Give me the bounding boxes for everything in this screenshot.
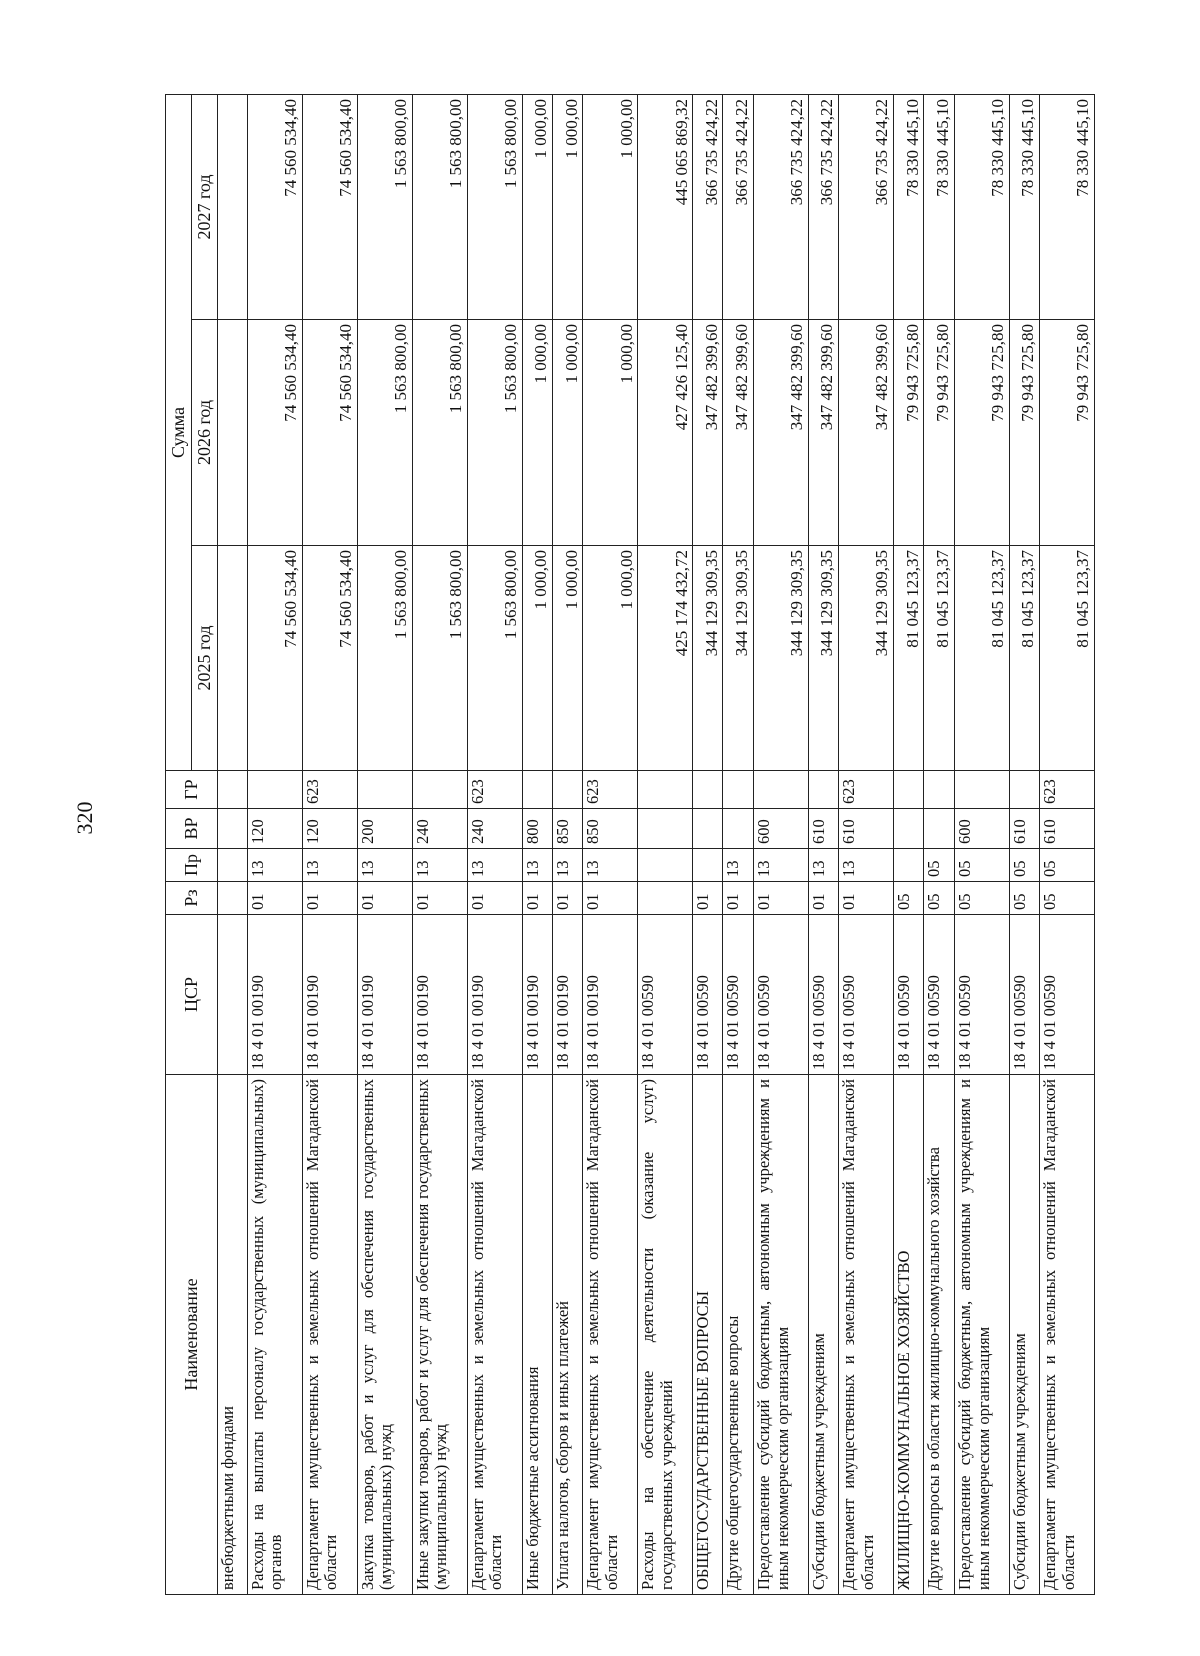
cell-2025 (218, 546, 248, 771)
cell-rz: 01 (839, 882, 894, 915)
cell-rz: 01 (552, 882, 582, 915)
cell-name: Закупка товаров, работ и услуг для обеспечения государственных (муниципальных) нужд (357, 1075, 412, 1595)
cell-2027: 74 560 534,40 (302, 94, 357, 319)
cell-rz: 01 (302, 882, 357, 915)
cell-vr (218, 809, 248, 849)
cell-csr: 18 4 01 00190 (522, 915, 552, 1075)
table-row (1039, 94, 1094, 1594)
cell-2026: 1 563 800,00 (467, 320, 522, 546)
cell-pr: 13 (808, 849, 838, 882)
cell-rz: 05 (954, 882, 1009, 915)
cell-2027: 74 560 534,40 (247, 94, 302, 319)
table-row (723, 94, 753, 1594)
cell-csr: 18 4 01 00590 (894, 915, 924, 1075)
cell-pr (638, 849, 693, 882)
cell-gr (1009, 771, 1039, 809)
table-row (924, 94, 954, 1594)
cell-name: Иные бюджетные ассигнования (522, 1075, 552, 1595)
cell-rz: 01 (412, 882, 467, 915)
cell-pr: 05 (954, 849, 1009, 882)
table-row (218, 94, 248, 1594)
cell-rz: 01 (357, 882, 412, 915)
cell-pr: 05 (1009, 849, 1039, 882)
cell-rz: 05 (1009, 882, 1039, 915)
table-row (1009, 94, 1039, 1594)
cell-2026: 1 000,00 (552, 320, 582, 546)
cell-2026: 1 000,00 (583, 320, 638, 546)
cell-name: Уплата налогов, сборов и иных платежей (552, 1075, 582, 1595)
cell-2025: 344 129 309,35 (693, 546, 723, 771)
cell-2026: 347 482 399,60 (808, 320, 838, 546)
cell-rz: 01 (522, 882, 552, 915)
cell-pr (894, 849, 924, 882)
cell-vr: 610 (839, 809, 894, 849)
cell-2027: 78 330 445,10 (1009, 94, 1039, 319)
cell-2025: 425 174 432,72 (638, 546, 693, 771)
cell-2026 (218, 320, 248, 546)
cell-rz: 05 (924, 882, 954, 915)
cell-2027: 1 563 800,00 (467, 94, 522, 319)
cell-name: ОБЩЕГОСУДАРСТВЕННЫЕ ВОПРОСЫ (693, 1075, 723, 1595)
cell-name: Департамент имущественных и земельных отношений Магаданской области (839, 1075, 894, 1595)
cell-gr (954, 771, 1009, 809)
cell-2025: 1 563 800,00 (357, 546, 412, 771)
cell-gr (522, 771, 552, 809)
cell-name: Другие вопросы в области жилищно-коммунального хозяйства (924, 1075, 954, 1595)
cell-2027: 1 563 800,00 (412, 94, 467, 319)
cell-vr: 850 (552, 809, 582, 849)
cell-pr: 05 (1039, 849, 1094, 882)
cell-2025: 344 129 309,35 (839, 546, 894, 771)
cell-2026: 79 943 725,80 (1039, 320, 1094, 546)
cell-2027: 1 000,00 (522, 94, 552, 319)
cell-2025: 1 563 800,00 (467, 546, 522, 771)
cell-gr (693, 771, 723, 809)
cell-rz (218, 882, 248, 915)
cell-pr: 13 (723, 849, 753, 882)
cell-rz: 01 (808, 882, 838, 915)
cell-rz: 01 (753, 882, 808, 915)
cell-vr: 850 (583, 809, 638, 849)
cell-name: Расходы на обеспечение деятельности (оказание услуг) государственных учреждений (638, 1075, 693, 1595)
cell-vr: 120 (247, 809, 302, 849)
table-row (247, 94, 302, 1594)
table-row (693, 94, 723, 1594)
cell-gr (894, 771, 924, 809)
cell-2027: 366 735 424,22 (753, 94, 808, 319)
cell-2025: 74 560 534,40 (302, 546, 357, 771)
cell-2026: 1 563 800,00 (357, 320, 412, 546)
header-pr: Пр (166, 849, 218, 882)
cell-2026: 427 426 125,40 (638, 320, 693, 546)
cell-2025: 1 000,00 (583, 546, 638, 771)
cell-vr: 240 (467, 809, 522, 849)
header-sum: Сумма (166, 94, 192, 770)
cell-name: Расходы на выплаты персоналу государственных (муниципальных) органов (247, 1075, 302, 1595)
cell-gr (753, 771, 808, 809)
cell-pr: 13 (583, 849, 638, 882)
header-2025: 2025 год (192, 546, 218, 771)
cell-csr: 18 4 01 00590 (638, 915, 693, 1075)
cell-2025: 81 045 123,37 (1009, 546, 1039, 771)
cell-csr: 18 4 01 00190 (552, 915, 582, 1075)
cell-vr: 610 (1009, 809, 1039, 849)
page-number: 320 (72, 801, 97, 835)
cell-gr: 623 (839, 771, 894, 809)
cell-2027: 78 330 445,10 (954, 94, 1009, 319)
cell-name: Предоставление субсидий бюджетным, автономным учреждениям и иным некоммерческим организациям (954, 1075, 1009, 1595)
cell-vr: 120 (302, 809, 357, 849)
table-header (166, 94, 218, 1594)
table-body (218, 94, 1095, 1594)
cell-2026: 347 482 399,60 (693, 320, 723, 546)
cell-2027: 1 000,00 (552, 94, 582, 319)
cell-gr: 623 (302, 771, 357, 809)
cell-vr (924, 809, 954, 849)
header-2027: 2027 год (192, 94, 218, 319)
table-row (357, 94, 412, 1594)
table-row (412, 94, 467, 1594)
cell-vr (638, 809, 693, 849)
cell-csr: 18 4 01 00590 (723, 915, 753, 1075)
cell-vr: 800 (522, 809, 552, 849)
table-row (302, 94, 357, 1594)
cell-2026: 347 482 399,60 (753, 320, 808, 546)
cell-2025: 81 045 123,37 (1039, 546, 1094, 771)
cell-csr: 18 4 01 00190 (357, 915, 412, 1075)
cell-2027: 1 000,00 (583, 94, 638, 319)
cell-rz: 01 (693, 882, 723, 915)
cell-2026: 74 560 534,40 (247, 320, 302, 546)
cell-pr: 13 (412, 849, 467, 882)
cell-gr: 623 (467, 771, 522, 809)
cell-csr: 18 4 01 00590 (753, 915, 808, 1075)
cell-pr: 13 (522, 849, 552, 882)
cell-name: Субсидии бюджетным учреждениям (808, 1075, 838, 1595)
cell-vr: 610 (808, 809, 838, 849)
cell-rz (638, 882, 693, 915)
budget-table (165, 94, 1095, 1595)
cell-2025: 81 045 123,37 (924, 546, 954, 771)
cell-pr: 13 (357, 849, 412, 882)
cell-2027: 1 563 800,00 (357, 94, 412, 319)
cell-pr: 13 (302, 849, 357, 882)
cell-csr: 18 4 01 00190 (467, 915, 522, 1075)
cell-rz: 01 (467, 882, 522, 915)
table-row (839, 94, 894, 1594)
cell-name: Департамент имущественных и земельных отношений Магаданской области (467, 1075, 522, 1595)
cell-csr: 18 4 01 00590 (924, 915, 954, 1075)
cell-csr (218, 915, 248, 1075)
cell-2025: 344 129 309,35 (808, 546, 838, 771)
header-name: Наименование (166, 1075, 218, 1595)
cell-2026: 74 560 534,40 (302, 320, 357, 546)
cell-gr (552, 771, 582, 809)
cell-2026: 1 563 800,00 (412, 320, 467, 546)
table-row (808, 94, 838, 1594)
cell-vr (894, 809, 924, 849)
table-row (894, 94, 924, 1594)
cell-csr: 18 4 01 00590 (954, 915, 1009, 1075)
cell-name: Иные закупки товаров, работ и услуг для обеспечения государственных (муниципальных) нужд (412, 1075, 467, 1595)
table-row (954, 94, 1009, 1594)
cell-2025: 1 000,00 (522, 546, 552, 771)
table-row (522, 94, 552, 1594)
cell-name: Другие общегосударственные вопросы (723, 1075, 753, 1595)
cell-2025: 344 129 309,35 (723, 546, 753, 771)
cell-csr: 18 4 01 00590 (1009, 915, 1039, 1075)
cell-2027 (218, 94, 248, 319)
cell-name: Департамент имущественных и земельных отношений Магаданской области (583, 1075, 638, 1595)
cell-csr: 18 4 01 00190 (302, 915, 357, 1075)
cell-pr: 13 (552, 849, 582, 882)
cell-rz: 05 (1039, 882, 1094, 915)
cell-vr (693, 809, 723, 849)
cell-2026: 79 943 725,80 (894, 320, 924, 546)
cell-rz: 01 (583, 882, 638, 915)
cell-csr: 18 4 01 00190 (247, 915, 302, 1075)
cell-gr: 623 (1039, 771, 1094, 809)
header-csr: ЦСР (166, 915, 218, 1075)
cell-vr (723, 809, 753, 849)
cell-csr: 18 4 01 00590 (1039, 915, 1094, 1075)
cell-2027: 445 065 869,32 (638, 94, 693, 319)
table-row (467, 94, 522, 1594)
cell-gr (924, 771, 954, 809)
cell-pr: 13 (753, 849, 808, 882)
table-row (638, 94, 693, 1594)
cell-pr: 13 (247, 849, 302, 882)
cell-gr (723, 771, 753, 809)
cell-name: ЖИЛИЩНО-КОММУНАЛЬНОЕ ХОЗЯЙСТВО (894, 1075, 924, 1595)
cell-2026: 347 482 399,60 (723, 320, 753, 546)
header-2026: 2026 год (192, 320, 218, 546)
cell-2026: 1 000,00 (522, 320, 552, 546)
cell-csr: 18 4 01 00190 (583, 915, 638, 1075)
table-row (552, 94, 582, 1594)
cell-2027: 78 330 445,10 (924, 94, 954, 319)
cell-pr: 05 (924, 849, 954, 882)
header-gr: ГР (166, 771, 218, 809)
cell-csr: 18 4 01 00190 (412, 915, 467, 1075)
header-rz: Рз (166, 882, 218, 915)
cell-2025: 1 563 800,00 (412, 546, 467, 771)
rotated-table-container (165, 95, 1095, 1595)
cell-name: Департамент имущественных и земельных отношений Магаданской области (1039, 1075, 1094, 1595)
cell-csr: 18 4 01 00590 (808, 915, 838, 1075)
cell-gr (638, 771, 693, 809)
cell-name: Департамент имущественных и земельных отношений Магаданской области (302, 1075, 357, 1595)
cell-vr: 600 (954, 809, 1009, 849)
cell-vr: 200 (357, 809, 412, 849)
cell-2027: 78 330 445,10 (1039, 94, 1094, 319)
cell-vr: 610 (1039, 809, 1094, 849)
cell-gr (357, 771, 412, 809)
cell-pr (218, 849, 248, 882)
table-row (753, 94, 808, 1594)
cell-gr (412, 771, 467, 809)
cell-2026: 79 943 725,80 (1009, 320, 1039, 546)
cell-2025: 81 045 123,37 (954, 546, 1009, 771)
cell-2025: 344 129 309,35 (753, 546, 808, 771)
header-vr: ВР (166, 809, 218, 849)
cell-pr (693, 849, 723, 882)
cell-csr: 18 4 01 00590 (839, 915, 894, 1075)
cell-vr: 600 (753, 809, 808, 849)
cell-csr: 18 4 01 00590 (693, 915, 723, 1075)
cell-name: Предоставление субсидий бюджетным, автономным учреждениям и иным некоммерческим организациям (753, 1075, 808, 1595)
cell-2027: 366 735 424,22 (693, 94, 723, 319)
cell-gr (247, 771, 302, 809)
cell-name: Субсидии бюджетным учреждениям (1009, 1075, 1039, 1595)
cell-rz: 01 (247, 882, 302, 915)
cell-name: внебюджетными фондами (218, 1075, 248, 1595)
cell-rz: 05 (894, 882, 924, 915)
cell-2026: 347 482 399,60 (839, 320, 894, 546)
cell-rz: 01 (723, 882, 753, 915)
cell-gr (218, 771, 248, 809)
cell-pr: 13 (467, 849, 522, 882)
cell-2025: 1 000,00 (552, 546, 582, 771)
cell-gr: 623 (583, 771, 638, 809)
cell-2025: 81 045 123,37 (894, 546, 924, 771)
cell-2027: 78 330 445,10 (894, 94, 924, 319)
cell-2027: 366 735 424,22 (808, 94, 838, 319)
cell-2025: 74 560 534,40 (247, 546, 302, 771)
cell-2027: 366 735 424,22 (723, 94, 753, 319)
cell-2026: 79 943 725,80 (924, 320, 954, 546)
cell-gr (808, 771, 838, 809)
cell-2027: 366 735 424,22 (839, 94, 894, 319)
cell-pr: 13 (839, 849, 894, 882)
table-row (583, 94, 638, 1594)
cell-2026: 79 943 725,80 (954, 320, 1009, 546)
cell-vr: 240 (412, 809, 467, 849)
